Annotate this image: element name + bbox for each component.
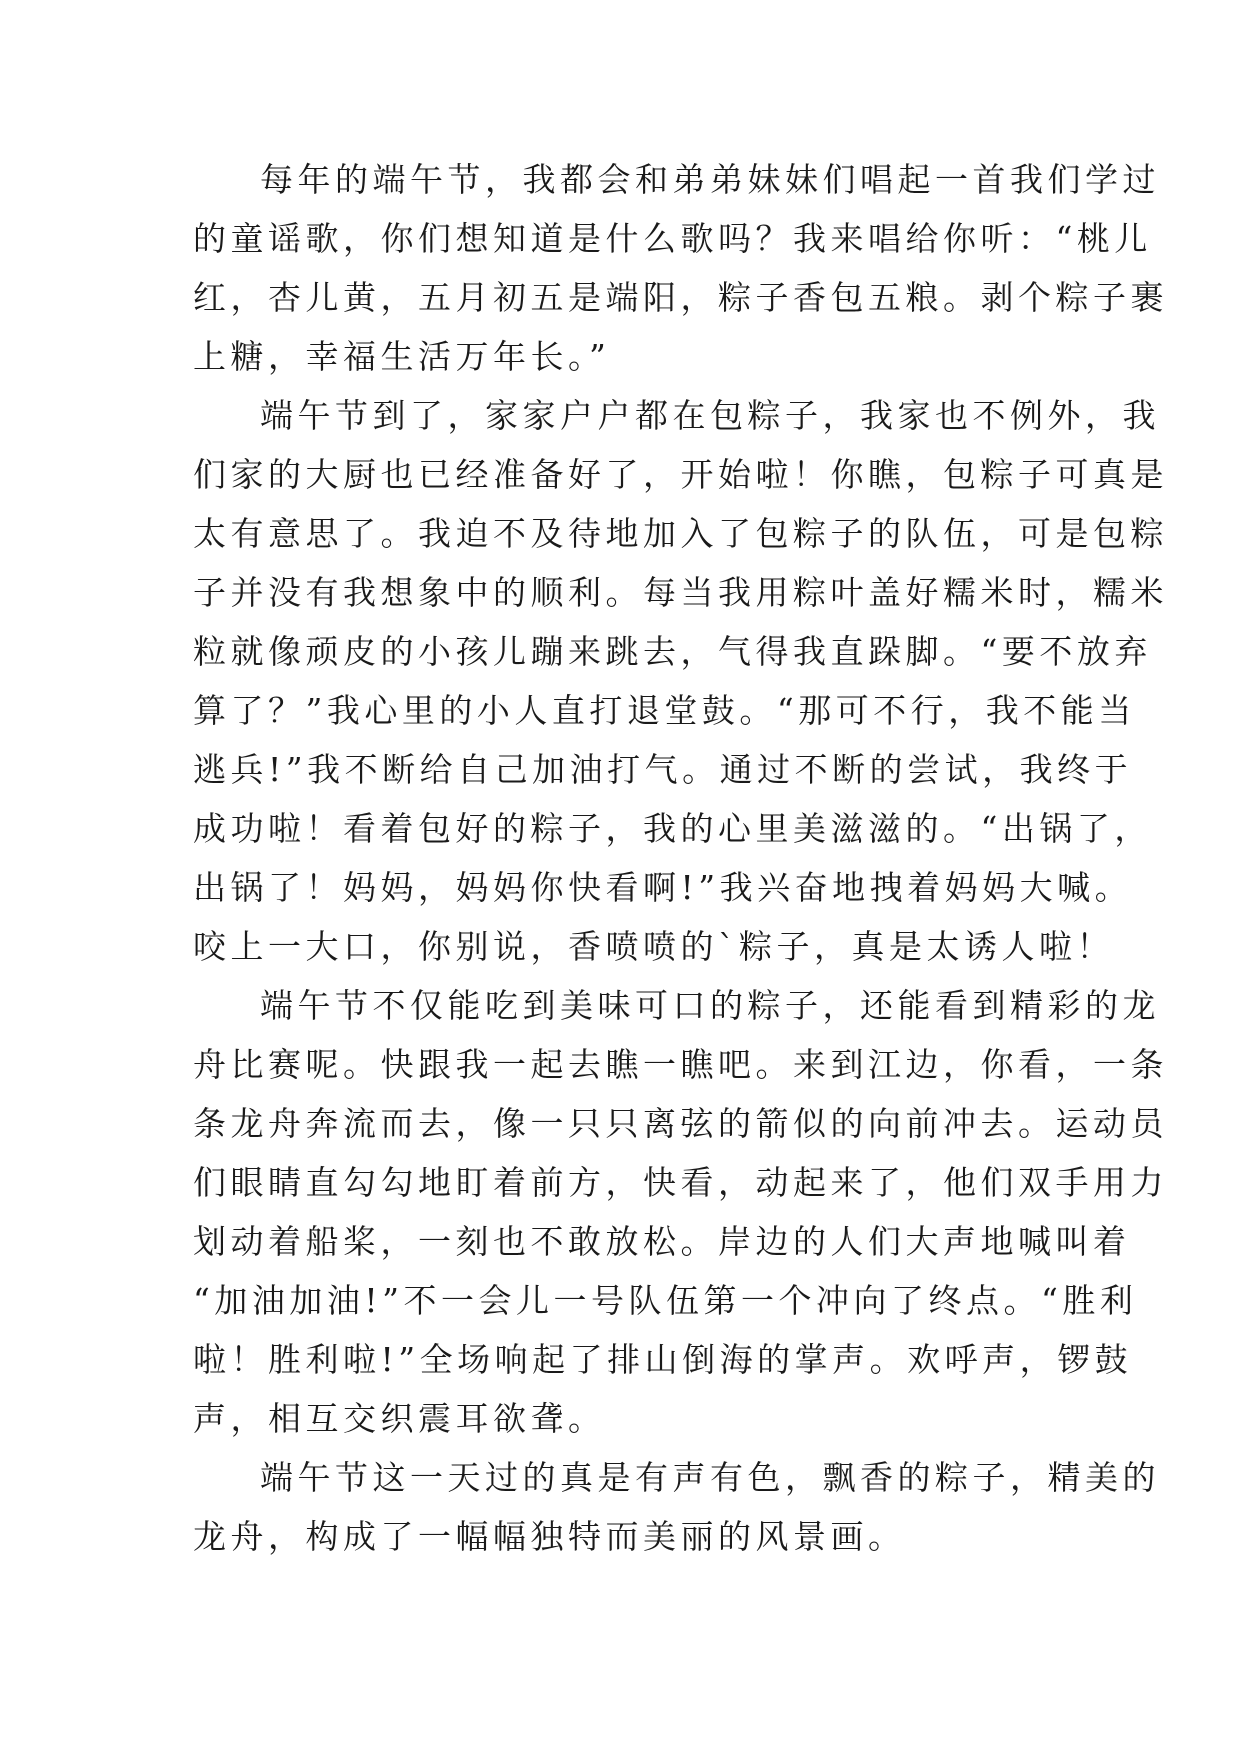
text-line: 太有意思了。我迫不及待地加入了包粽子的队伍，可是包粽 (193, 514, 1168, 553)
text-line: 端午节这一天过的真是有声有色，飘香的粽子，精美的 (260, 1458, 1160, 1497)
text-line: 划动着船桨，一刻也不敢放松。岸边的人们大声地喊叫着 (193, 1222, 1131, 1261)
text-line: 声，相互交织震耳欲聋。 (193, 1399, 606, 1438)
text-line: 红，杏儿黄，五月初五是端阳，粽子香包五粮。剥个粽子裹 (193, 278, 1168, 317)
text-line: 端午节不仅能吃到美味可口的粽子，还能看到精彩的龙 (260, 986, 1160, 1025)
essay-body (193, 150, 1168, 1566)
text-line: 条龙舟奔流而去，像一只只离弦的箭似的向前冲去。运动员 (193, 1104, 1168, 1143)
text-line: 们眼睛直勾勾地盯着前方，快看，动起来了，他们双手用力 (193, 1163, 1168, 1202)
text-line: 舟比赛呢。快跟我一起去瞧一瞧吧。来到江边，你看，一条 (193, 1045, 1168, 1084)
paragraph-3 (193, 976, 1168, 1448)
text-line: 粒就像顽皮的小孩儿蹦来跳去，气得我直跺脚。“要不放弃 (193, 632, 1152, 671)
paragraph-2 (193, 386, 1168, 976)
text-line: 咬上一大口，你别说，香喷喷的`粽子，真是太诱人啦！ (193, 927, 1114, 966)
text-line: 算了？”我心里的小人直打退堂鼓。“那可不行，我不能当 (193, 691, 1136, 730)
paragraph-4 (193, 1448, 1160, 1566)
text-line: “加油加油!”不一会儿一号队伍第一个冲向了终点。“胜利 (193, 1281, 1138, 1320)
text-line: 子并没有我想象中的顺利。每当我用粽叶盖好糯米时，糯米 (193, 573, 1168, 612)
text-line: 逃兵!”我不断给自己加油打气。通过不断的尝试，我终于 (193, 750, 1133, 789)
text-line: 上糖，幸福生活万年长。” (193, 337, 611, 376)
text-line: 的童谣歌，你们想知道是什么歌吗？我来唱给你听：“桃儿 (193, 219, 1152, 258)
text-line: 龙舟，构成了一幅幅独特而美丽的风景画。 (193, 1517, 906, 1556)
text-line: 成功啦！看着包好的粽子，我的心里美滋滋的。“出锅了， (193, 809, 1152, 848)
text-line: 出锅了！妈妈，妈妈你快看啊!”我兴奋地拽着妈妈大喊。 (193, 868, 1133, 907)
text-line: 每年的端午节，我都会和弟弟妹妹们唱起一首我们学过 (260, 160, 1160, 199)
paragraph-1 (193, 150, 1168, 386)
text-line: 端午节到了，家家户户都在包粽子，我家也不例外，我 (260, 396, 1160, 435)
text-line: 啦！胜利啦!”全场响起了排山倒海的掌声。欢呼声，锣鼓 (193, 1340, 1133, 1379)
text-line: 们家的大厨也已经准备好了，开始啦！你瞧，包粽子可真是 (193, 455, 1168, 494)
